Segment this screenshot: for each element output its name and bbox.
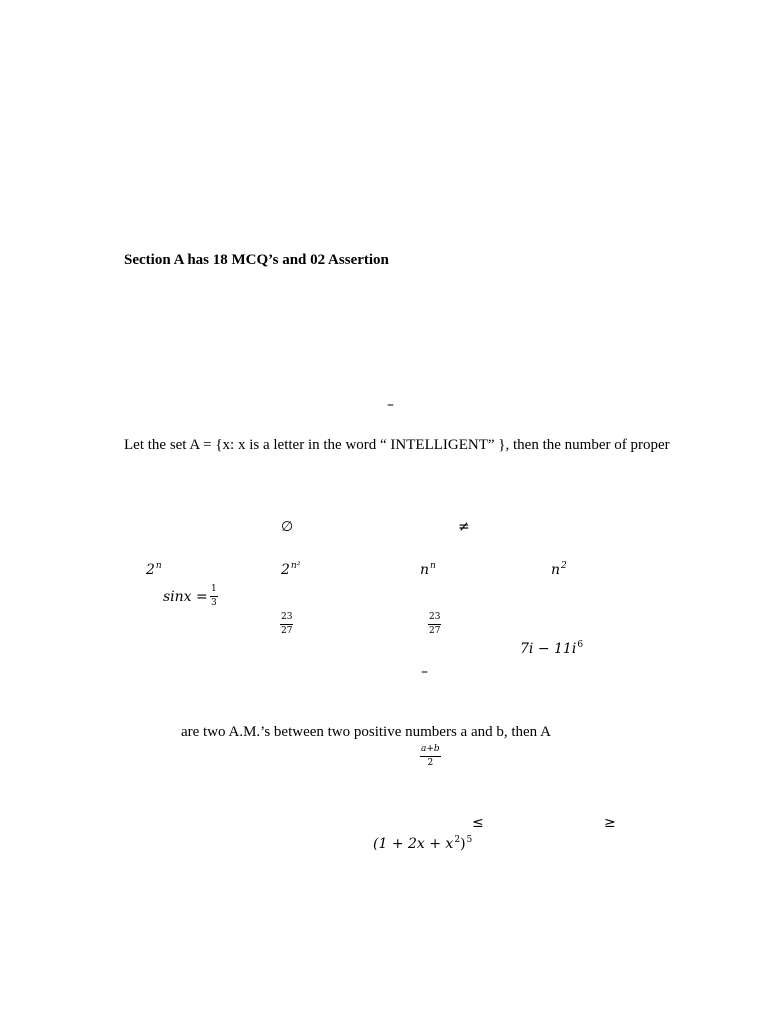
option-a-exponent: n bbox=[155, 561, 162, 571]
a-plus-b-over-2-fraction bbox=[420, 744, 441, 769]
option-b-base: 2 bbox=[281, 562, 290, 578]
sin-fraction-numerator: 1 bbox=[210, 584, 218, 597]
fraction-23-27-second bbox=[428, 612, 441, 637]
binomial-close-paren: ) bbox=[460, 836, 466, 852]
fraction-2-numerator: 23 bbox=[428, 612, 441, 625]
question-set-text: Let the set A = {x: x is a letter in the word “ INTELLIGENT” }, then the number of proper bbox=[124, 437, 670, 453]
fraction-1-denominator: 27 bbox=[281, 626, 293, 636]
option-c-base: n bbox=[420, 562, 430, 578]
option-d-expression bbox=[551, 561, 567, 581]
dash-mark-2: – bbox=[421, 664, 428, 680]
complex-expression-exponent: 6 bbox=[577, 640, 584, 650]
binomial-expression bbox=[373, 835, 472, 855]
empty-set-symbol: ∅ bbox=[281, 519, 294, 535]
ab-fraction-numerator: a+b bbox=[420, 744, 441, 757]
section-heading: Section A has 18 MCQ’s and 02 Assertion bbox=[124, 252, 389, 268]
complex-expression bbox=[520, 640, 583, 660]
option-d-exponent: 2 bbox=[561, 561, 567, 571]
option-a-base: 2 bbox=[146, 562, 155, 578]
complex-expression-main: 7i − 11i bbox=[520, 641, 577, 657]
option-b-exponent: n² bbox=[290, 561, 301, 571]
option-c-expression bbox=[420, 561, 436, 581]
less-or-equal-symbol: ≤ bbox=[472, 815, 484, 831]
binomial-inner-exponent: 2 bbox=[454, 835, 461, 845]
not-equal-symbol: ≠ bbox=[458, 519, 470, 535]
fraction-23-27-first bbox=[280, 612, 293, 637]
binomial-outer-exponent: 5 bbox=[466, 835, 473, 845]
dash-mark: – bbox=[387, 397, 394, 413]
option-a-expression bbox=[146, 561, 162, 581]
fraction-1-numerator: 23 bbox=[280, 612, 293, 625]
sin-equation-lhs: sinx = bbox=[163, 589, 208, 605]
ab-fraction-denominator: 2 bbox=[427, 758, 434, 768]
option-d-base: n bbox=[551, 562, 561, 578]
option-c-exponent: n bbox=[430, 561, 436, 571]
am-question-text: are two A.M.’s between two positive numbers a and b, then A bbox=[181, 724, 551, 740]
option-b-expression bbox=[281, 561, 300, 581]
sin-equation-fraction bbox=[210, 584, 218, 609]
greater-or-equal-symbol: ≥ bbox=[604, 815, 616, 831]
fraction-2-denominator: 27 bbox=[429, 626, 441, 636]
binomial-base: (1 + 2x + x bbox=[373, 836, 454, 852]
sin-fraction-denominator: 3 bbox=[211, 598, 217, 608]
